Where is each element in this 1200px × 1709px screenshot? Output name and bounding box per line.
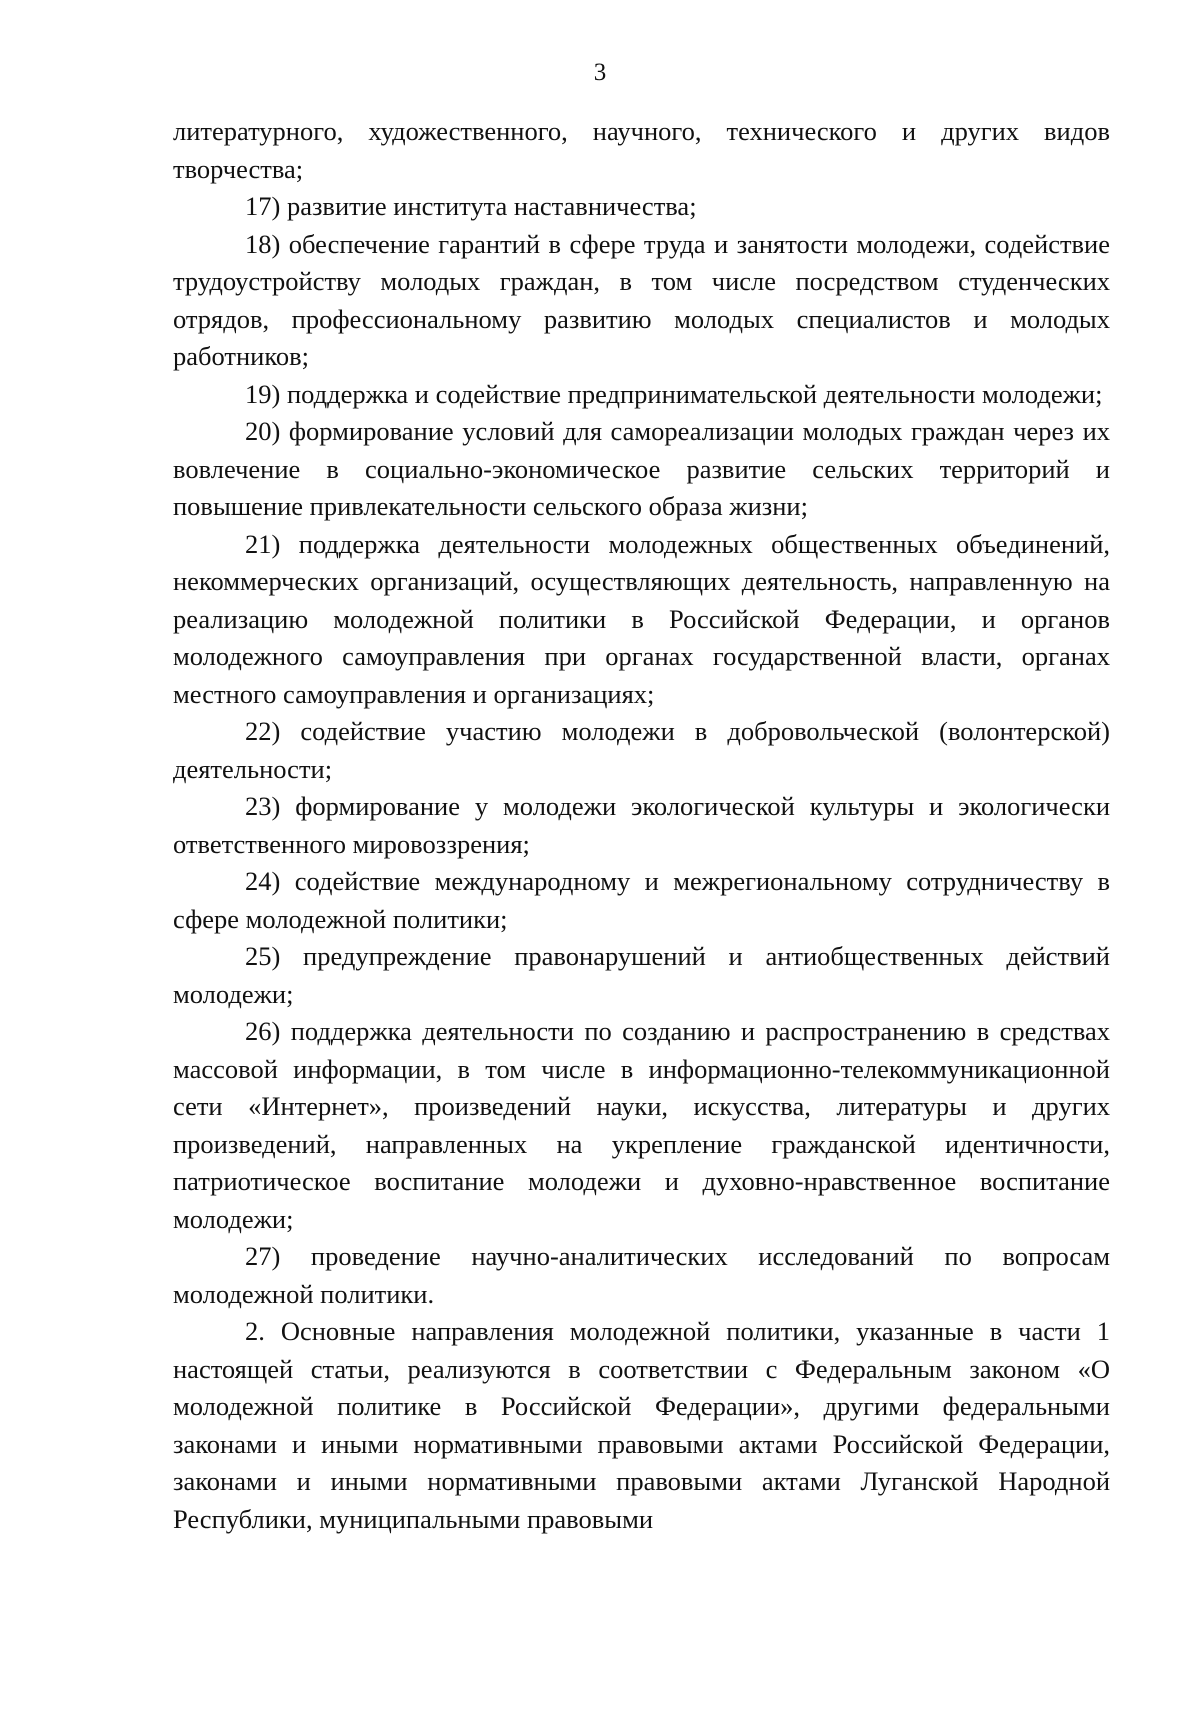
- section-paragraph-2: 2. Основные направления молодежной политики, указанные в части 1 настоящей статьи, реализуются в соответствии с Федеральным законом «О молодежной политике в Российской Федерации», другими федеральными законами и иными нормативными правовыми актами Российской Федерации, законами и иными нормативными правовыми актами Луганской Народной Республики, муниципальными правовыми: [173, 1316, 1110, 1534]
- list-item-18: 18) обеспечение гарантий в сфере труда и занятости молодежи, содействие трудоустройству молодых граждан, в том числе посредством студенческих отрядов, профессиональному развитию молодых специалистов и молодых работников;: [173, 228, 1110, 371]
- list-item-26: 26) поддержка деятельности по созданию и распространению в средствах массовой информации, в том числе в информационно-телекоммуникационной сети «Интернет», произведений науки, искусства, литературы и других произведений, направленных на укрепление гражданской идентичности, патриотическое воспитание молодежи и духовно-нравственное воспитание молодежи;: [173, 1016, 1110, 1234]
- list-item-20: 20) формирование условий для самореализации молодых граждан через их вовлечение в социально-экономическое развитие сельских территорий и повышение привлекательности сельского образа жизни;: [173, 416, 1110, 521]
- list-item-23: 23) формирование у молодежи экологической культуры и экологически ответственного мировоззрения;: [173, 791, 1110, 859]
- list-item-27: 27) проведение научно-аналитических исследований по вопросам молодежной политики.: [173, 1241, 1110, 1309]
- list-item-25: 25) предупреждение правонарушений и антиобщественных действий молодежи;: [173, 941, 1110, 1009]
- list-item-22: 22) содействие участию молодежи в добровольческой (волонтерской) деятельности;: [173, 716, 1110, 784]
- list-item-24: 24) содействие международному и межрегиональному сотрудничеству в сфере молодежной политики;: [173, 866, 1110, 934]
- list-item-19: 19) поддержка и содействие предпринимательской деятельности молодежи;: [245, 378, 1103, 409]
- paragraph-continuation: литературного, художественного, научного, технического и других видов творчества;: [173, 116, 1110, 184]
- list-item-17: 17) развитие института наставничества;: [245, 191, 697, 221]
- page-number: 3: [593, 59, 607, 86]
- list-item-21: 21) поддержка деятельности молодежных общественных объединений, некоммерческих организаций, осуществляющих деятельность, направленную на реализацию молодежной политики в Российской Федерации, и органов молодежного самоуправления при органах государственной власти, органах местного самоуправления и организациях;: [173, 528, 1110, 709]
- document-body: [173, 113, 1110, 1538]
